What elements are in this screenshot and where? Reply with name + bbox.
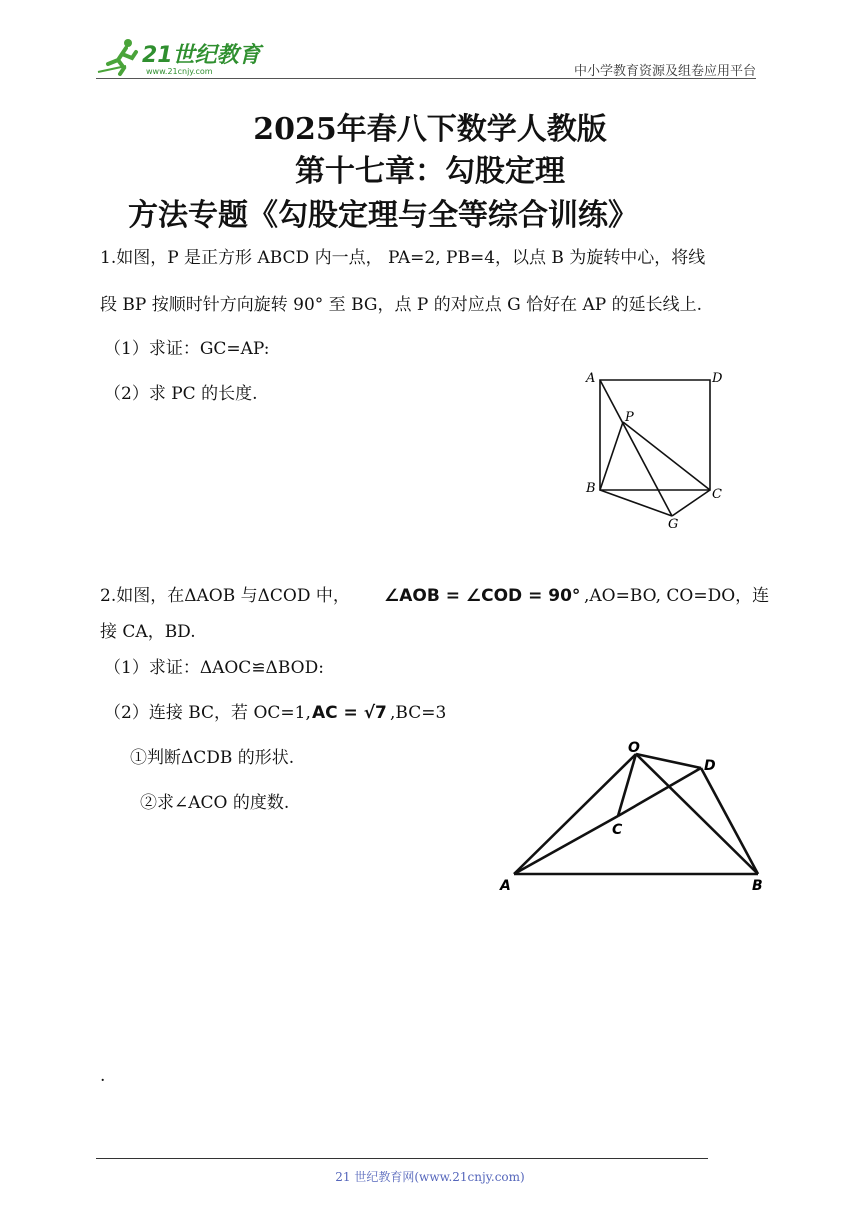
q2-ac-expression: AC = √7 xyxy=(312,703,387,723)
title-line-3: 方法专题《勾股定理与全等综合训练》 xyxy=(128,198,638,233)
q2-part-2b: ,BC=3 xyxy=(390,703,447,723)
q2-label-b: B xyxy=(752,878,763,894)
q1-label-p: P xyxy=(625,410,634,425)
q1-figure xyxy=(580,364,730,534)
q1-label-b: B xyxy=(586,481,596,496)
q2-sub-1: ①判断ΔCDB 的形状. xyxy=(130,748,295,768)
platform-name: 中小学教育资源及组卷应用平台 xyxy=(573,64,756,79)
q1-part-1: （1）求证：GC=AP: xyxy=(104,339,270,359)
q2-sub-2: ②求∠ACO 的度数. xyxy=(140,793,290,813)
title-line-2: 第十七章：勾股定理 xyxy=(295,154,565,189)
q2-label-c: C xyxy=(612,822,623,838)
logo-url: www.21cnjy.com xyxy=(146,67,213,76)
q2-line-2: 接 CA，BD. xyxy=(100,622,196,642)
footer-divider xyxy=(96,1158,708,1159)
site-logo xyxy=(96,36,266,78)
q1-label-d: D xyxy=(712,371,723,386)
q1-label-c: C xyxy=(712,487,722,502)
q2-part-2a: （2）连接 BC，若 OC=1, xyxy=(104,703,311,723)
q2-part-1: （1）求证：ΔAOC≌ΔBOD: xyxy=(104,658,324,678)
q1-line-2: 段 BP 按顺时针方向旋转 90° 至 BG，点 P 的对应点 G 恰好在 AP 的延长线上. xyxy=(100,295,703,315)
q1-line-1: 1.如图，P 是正方形 ABCD 内一点， PA=2, PB=4，以点 B 为旋转中心，将线 xyxy=(100,248,706,268)
q2-line-1a: 2.如图，在ΔAOB 与ΔCOD 中， xyxy=(100,586,350,606)
q2-label-d: D xyxy=(704,758,716,774)
q2-line-1b: ,AO=BO, CO=DO，连 xyxy=(584,586,770,606)
q1-label-g: G xyxy=(668,517,679,532)
q2-label-o: O xyxy=(628,740,640,756)
title-line-1: 2025年春八下数学人教版 xyxy=(253,112,607,147)
q1-part-2: （2）求 PC 的长度. xyxy=(104,384,258,404)
footer-link[interactable]: 21 世纪教育网(www.21cnjy.com) xyxy=(335,1170,525,1184)
header-divider xyxy=(96,78,756,79)
q1-label-a: A xyxy=(586,371,596,386)
stray-dot: . xyxy=(100,1066,106,1086)
q2-figure xyxy=(496,736,772,896)
q2-label-a: A xyxy=(500,878,511,894)
logo-text: 21世纪教育 xyxy=(142,43,261,68)
q2-angle-expression: ∠AOB = ∠COD = 90° xyxy=(384,586,581,606)
runner-icon xyxy=(98,39,136,74)
